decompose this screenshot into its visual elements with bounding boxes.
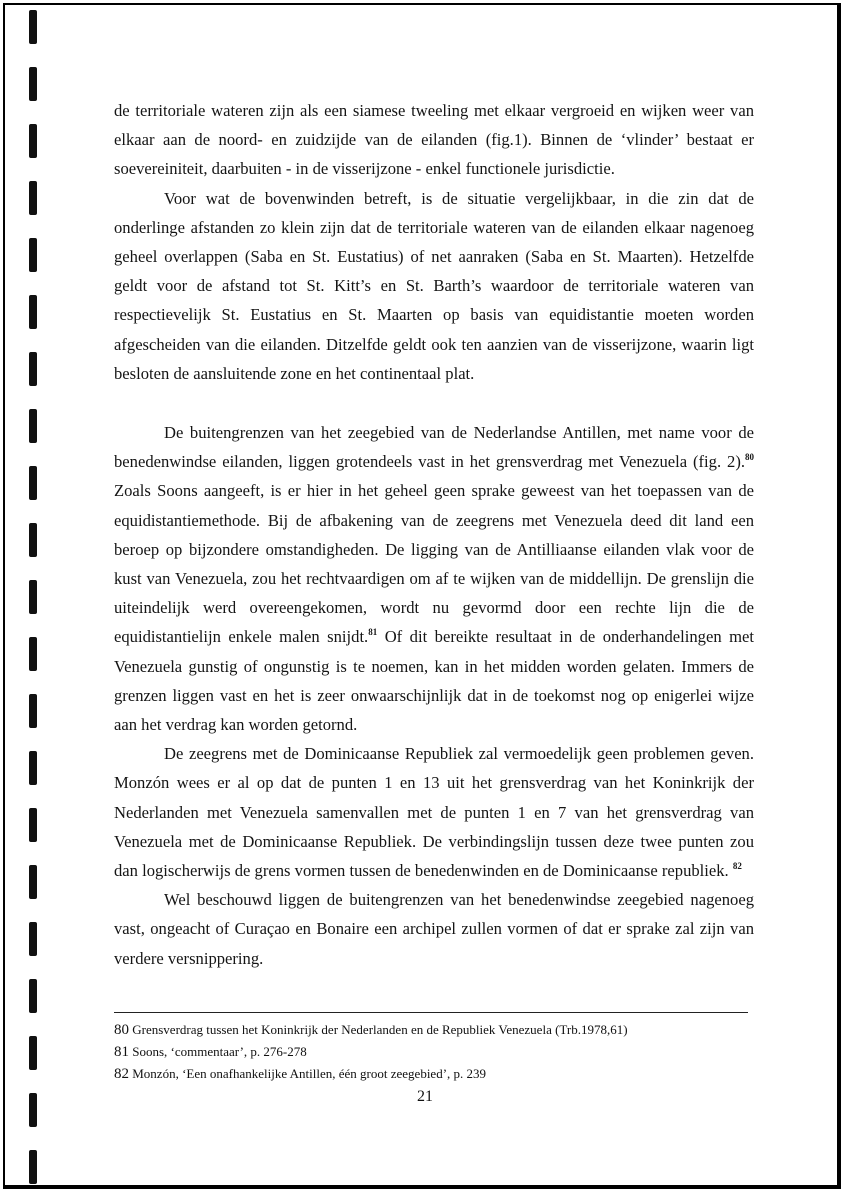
footnote: 80 Grensverdrag tussen het Koninkrijk der Nederlanden en de Republiek Venezuela (Trb.1978,61) [114, 1022, 628, 1038]
footnote-ref: 81 [368, 627, 378, 638]
paragraph: De zeegrens met de Dominicaanse Republiek zal vermoedelijk geen problemen geven. Monzón wees er al op dat de punten 1 en 13 uit het grensverdrag van het Koninkrijk der Nederlanden met Venezuela samenvallen met de punten 1 en 7 van het grensverdrag van Venezuela met de Dominicaanse Republiek. De verbindingslijn tussen deze twee punten zou dan logischerwijs de grens vormen tussen de benedenwinden en de Dominicaanse republiek. $^{82}$ [114, 744, 754, 881]
binding-hole [29, 352, 37, 386]
binding-hole [29, 580, 37, 614]
binding-holes [27, 0, 41, 1196]
paragraph: Wel beschouwd liggen de buitengrenzen van het benedenwindse zeegebied nagenoeg vast, ongeacht of Curaçao en Bonaire een archipel zullen vormen of dat er sprake zal zijn van verdere versnippering. [114, 890, 754, 968]
binding-hole [29, 295, 37, 329]
binding-hole [29, 637, 37, 671]
binding-hole [29, 67, 37, 101]
binding-hole [29, 409, 37, 443]
footnote-ref: 80 [745, 452, 754, 463]
binding-hole [29, 238, 37, 272]
paragraph: de territoriale wateren zijn als een siamese tweeling met elkaar vergroeid en wijken weer van elkaar aan de noord- en zuidzijde van de eilanden (fig.1). Binnen de ‘vlinder’ bestaat er soevereiniteit, daarbuiten - in de visserijzone - enkel functionele jurisdictie. [114, 101, 754, 179]
page-number: 21 [417, 1088, 433, 1105]
binding-hole [29, 922, 37, 956]
binding-hole [29, 466, 37, 500]
binding-hole [29, 979, 37, 1013]
binding-hole [29, 865, 37, 899]
binding-hole [29, 10, 37, 44]
paragraph: Voor wat de bovenwinden betreft, is de situatie vergelijkbaar, in die zin dat de onderlinge afstanden zo klein zijn dat de territoriale wateren van de eilanden elkaar nagenoeg geheel overlappen (Saba en St. Eustatius) of net aanraken (Saba en St. Maarten). Hetzelfde geldt voor de afstand tot St. Kitt’s en St. Barth’s waardoor de territoriale wateren van respectievelijk St. Eustatius en St. Maarten op basis van equidistantie moeten worden afgescheiden van die eilanden. Ditzelfde geldt ook ten aanzien van de visserijzone, waarin ligt besloten de aansluitende zone en het continentaal plat. [114, 188, 754, 383]
body-text [114, 96, 754, 973]
binding-hole [29, 808, 37, 842]
footnote-ref: 82 [732, 861, 742, 872]
footnotes [114, 1019, 754, 1085]
binding-hole [29, 523, 37, 557]
binding-hole [29, 694, 37, 728]
binding-hole [29, 1036, 37, 1070]
footnote-divider [114, 1012, 748, 1013]
binding-hole [29, 181, 37, 215]
binding-hole [29, 124, 37, 158]
binding-hole [29, 751, 37, 785]
paragraph: De buitengrenzen van het zeegebied van de Nederlandse Antillen, met name voor de benedenwindse eilanden, liggen grotendeels vast in het grensverdrag met Venezuela (fig. 2).$^{80}$ Zoals Soons aangeeft, is er hier in het geheel geen sprake geweest van het toepassen van de equidistantiemethode. Bij de afbakening van de zeegrens met Venezuela deed dit land een beroep op bijzondere omstandigheden. De ligging van de Antilliaanse eilanden vlak voor de kust van Venezuela, zou het rechtvaardigen om af te wijken van de middellijn. De grenslijn die uiteindelijk werd overeengekomen, wordt nu gevormd door een rechte lijn die de equidistantielijn enkele malen snijdt.$^{81}$ Of dit bereikte resultaat in de onderhandelingen met Venezuela gunstig of ongunstig is te noemen, kan in het midden worden gelaten. Immers de grenzen liggen vast en het is zeer onwaarschijnlijk dat in de toekomst nog op enigerlei wijze aan het verdrag kan worden getornd. [114, 423, 754, 735]
binding-hole [29, 1150, 37, 1184]
footnote: 82 Monzón, ‘Een onafhankelijke Antillen, één groot zeegebied’, p. 239 [114, 1066, 487, 1082]
footnote: 81 Soons, ‘commentaar’, p. 276-278 [114, 1044, 307, 1060]
